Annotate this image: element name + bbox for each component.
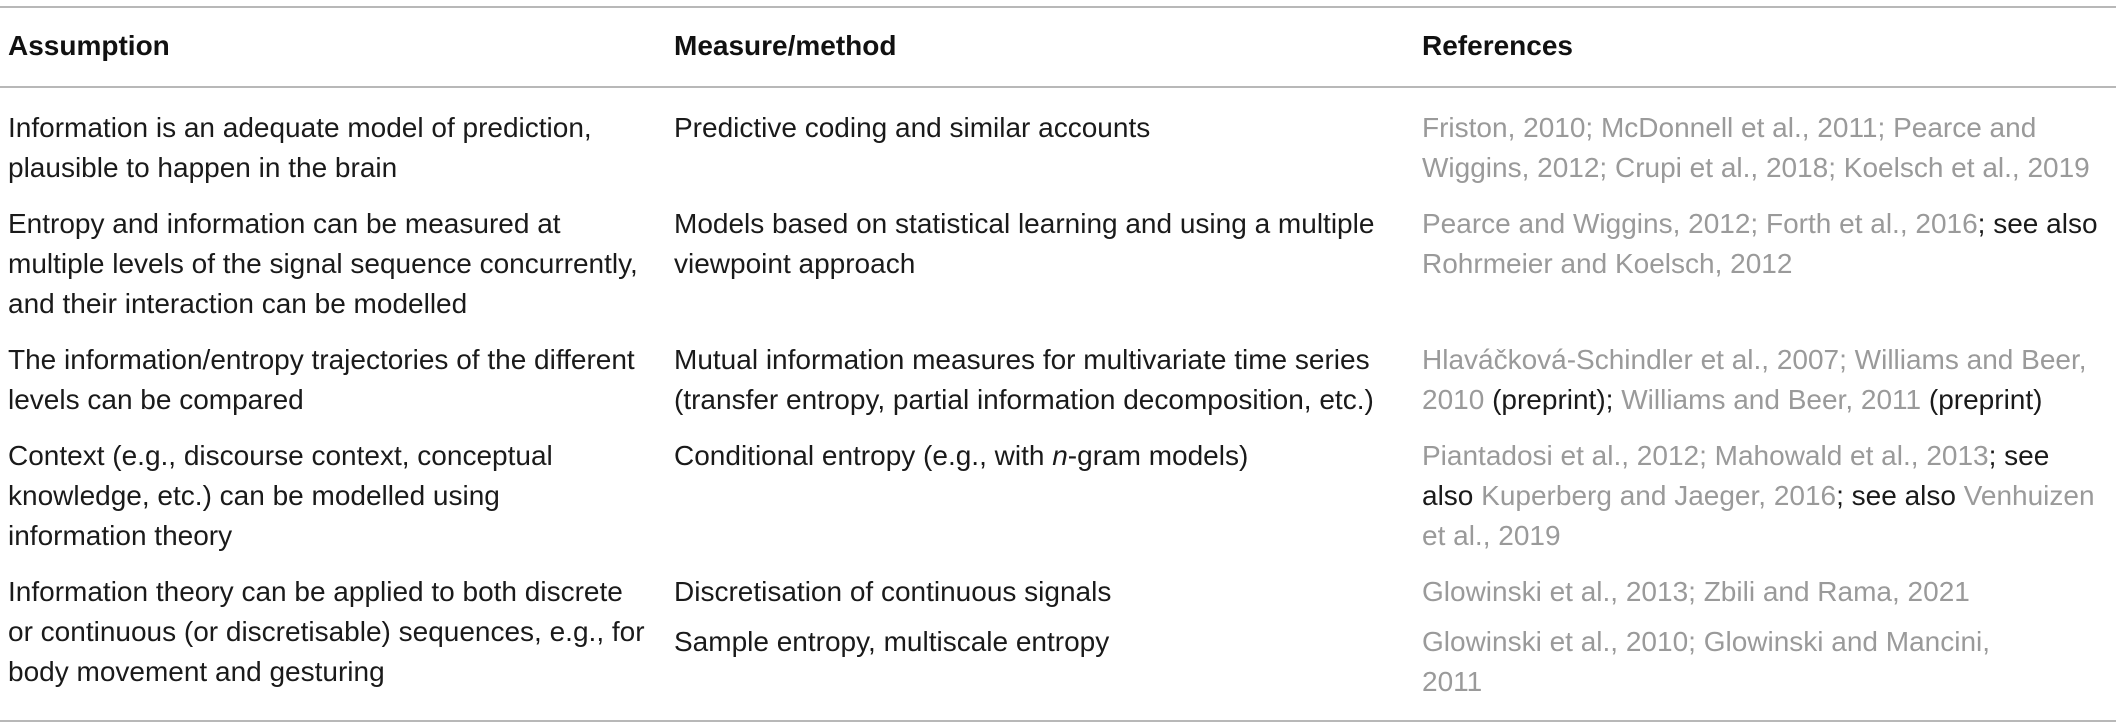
table-row-1-measure: Predictive coding and similar accounts bbox=[674, 112, 1151, 143]
citation-link[interactable]: Piantadosi et al., 2012; Mahowald et al., 2013 bbox=[1422, 440, 1989, 471]
citation-link[interactable]: Glowinski et al., 2010; Glowinski and Mancini, bbox=[1422, 626, 1991, 657]
citation-link[interactable]: Kuperberg and Jaeger, 2016 bbox=[1481, 480, 1837, 511]
citation-connector: (preprint) bbox=[1921, 384, 2043, 415]
citation-connector: also bbox=[1422, 480, 1482, 511]
citation-connector: ; see also bbox=[1977, 208, 2098, 239]
table-top-rule bbox=[0, 6, 2116, 8]
citation-link[interactable]: Pearce and Wiggins, 2012; Forth et al., 2016 bbox=[1422, 208, 1978, 239]
citation-link[interactable]: Friston, 2010; McDonnell et al., 2011; Pearce and bbox=[1422, 112, 2037, 143]
reference-line bbox=[1422, 204, 2112, 244]
table-row-5-measure-b: Sample entropy, multiscale entropy bbox=[674, 626, 1110, 657]
reference-line bbox=[1422, 148, 2112, 188]
citation-link[interactable]: Rohrmeier and Koelsch, 2012 bbox=[1422, 248, 1793, 279]
table-row-4-references bbox=[1422, 436, 2112, 556]
reference-line bbox=[1422, 244, 2112, 284]
table-row-5-references-b bbox=[1422, 622, 2112, 702]
table-header-rule bbox=[0, 86, 2116, 88]
reference-line bbox=[1422, 380, 2112, 420]
citation-link[interactable]: Venhuizen bbox=[1963, 480, 2095, 511]
table-row-3-measure: Mutual information measures for multivariate time series (transfer entropy, partial information decomposition, etc.) bbox=[674, 344, 1374, 415]
citation-link[interactable]: 2010 bbox=[1422, 384, 1485, 415]
reference-line bbox=[1422, 572, 2112, 612]
table-row-5-assumption: Information theory can be applied to both discrete or continuous (or discretisable) sequences, e.g., for body movement and gesturing bbox=[8, 576, 645, 687]
header-assumption: Assumption bbox=[8, 30, 170, 61]
table-row-3-assumption: The information/entropy trajectories of the different levels can be compared bbox=[8, 344, 635, 415]
reference-line bbox=[1422, 436, 2112, 476]
citation-link[interactable]: 2011 bbox=[1422, 666, 1483, 697]
citation-link[interactable]: Hlaváčková-Schindler et al., 2007; Williams and Beer, bbox=[1422, 344, 2087, 375]
citation-link[interactable]: et al., 2019 bbox=[1422, 520, 1561, 551]
citation-link[interactable]: Williams and Beer, 2011 bbox=[1621, 384, 1922, 415]
reference-line bbox=[1422, 340, 2112, 380]
reference-line bbox=[1422, 108, 2112, 148]
table-row-4-measure: Conditional entropy (e.g., with n-gram models) bbox=[674, 440, 1249, 471]
table-row-5-references-a bbox=[1422, 572, 2112, 612]
table-row-4-assumption: Context (e.g., discourse context, conceptual knowledge, etc.) can be modelled using information theory bbox=[8, 440, 553, 551]
table-bottom-rule bbox=[0, 720, 2116, 722]
header-measure-method: Measure/method bbox=[674, 30, 897, 61]
citation-connector: (preprint); bbox=[1484, 384, 1622, 415]
table-row-1-references bbox=[1422, 108, 2112, 188]
table-row-2-references bbox=[1422, 204, 2112, 284]
citation-link[interactable]: Wiggins, 2012; Crupi et al., 2018; Koelsch et al., 2019 bbox=[1422, 152, 2090, 183]
reference-line bbox=[1422, 476, 2112, 516]
citation-link[interactable]: Glowinski et al., 2013; Zbili and Rama, 2021 bbox=[1422, 576, 1970, 607]
table-row-2-assumption: Entropy and information can be measured at multiple levels of the signal sequence concurrently, and their interaction can be modelled bbox=[8, 208, 638, 319]
table-row-2-measure: Models based on statistical learning and using a multiple viewpoint approach bbox=[674, 208, 1375, 279]
reference-line bbox=[1422, 516, 2112, 556]
reference-line bbox=[1422, 622, 2112, 662]
table-row-5-measure-a: Discretisation of continuous signals bbox=[674, 576, 1112, 607]
table-row-1-assumption: Information is an adequate model of prediction, plausible to happen in the brain bbox=[8, 112, 592, 183]
citation-connector: ; see bbox=[1988, 440, 2050, 471]
header-references: References bbox=[1422, 30, 1573, 61]
reference-line bbox=[1422, 662, 2112, 702]
citation-connector: ; see also bbox=[1836, 480, 1964, 511]
table-row-3-references bbox=[1422, 340, 2112, 420]
